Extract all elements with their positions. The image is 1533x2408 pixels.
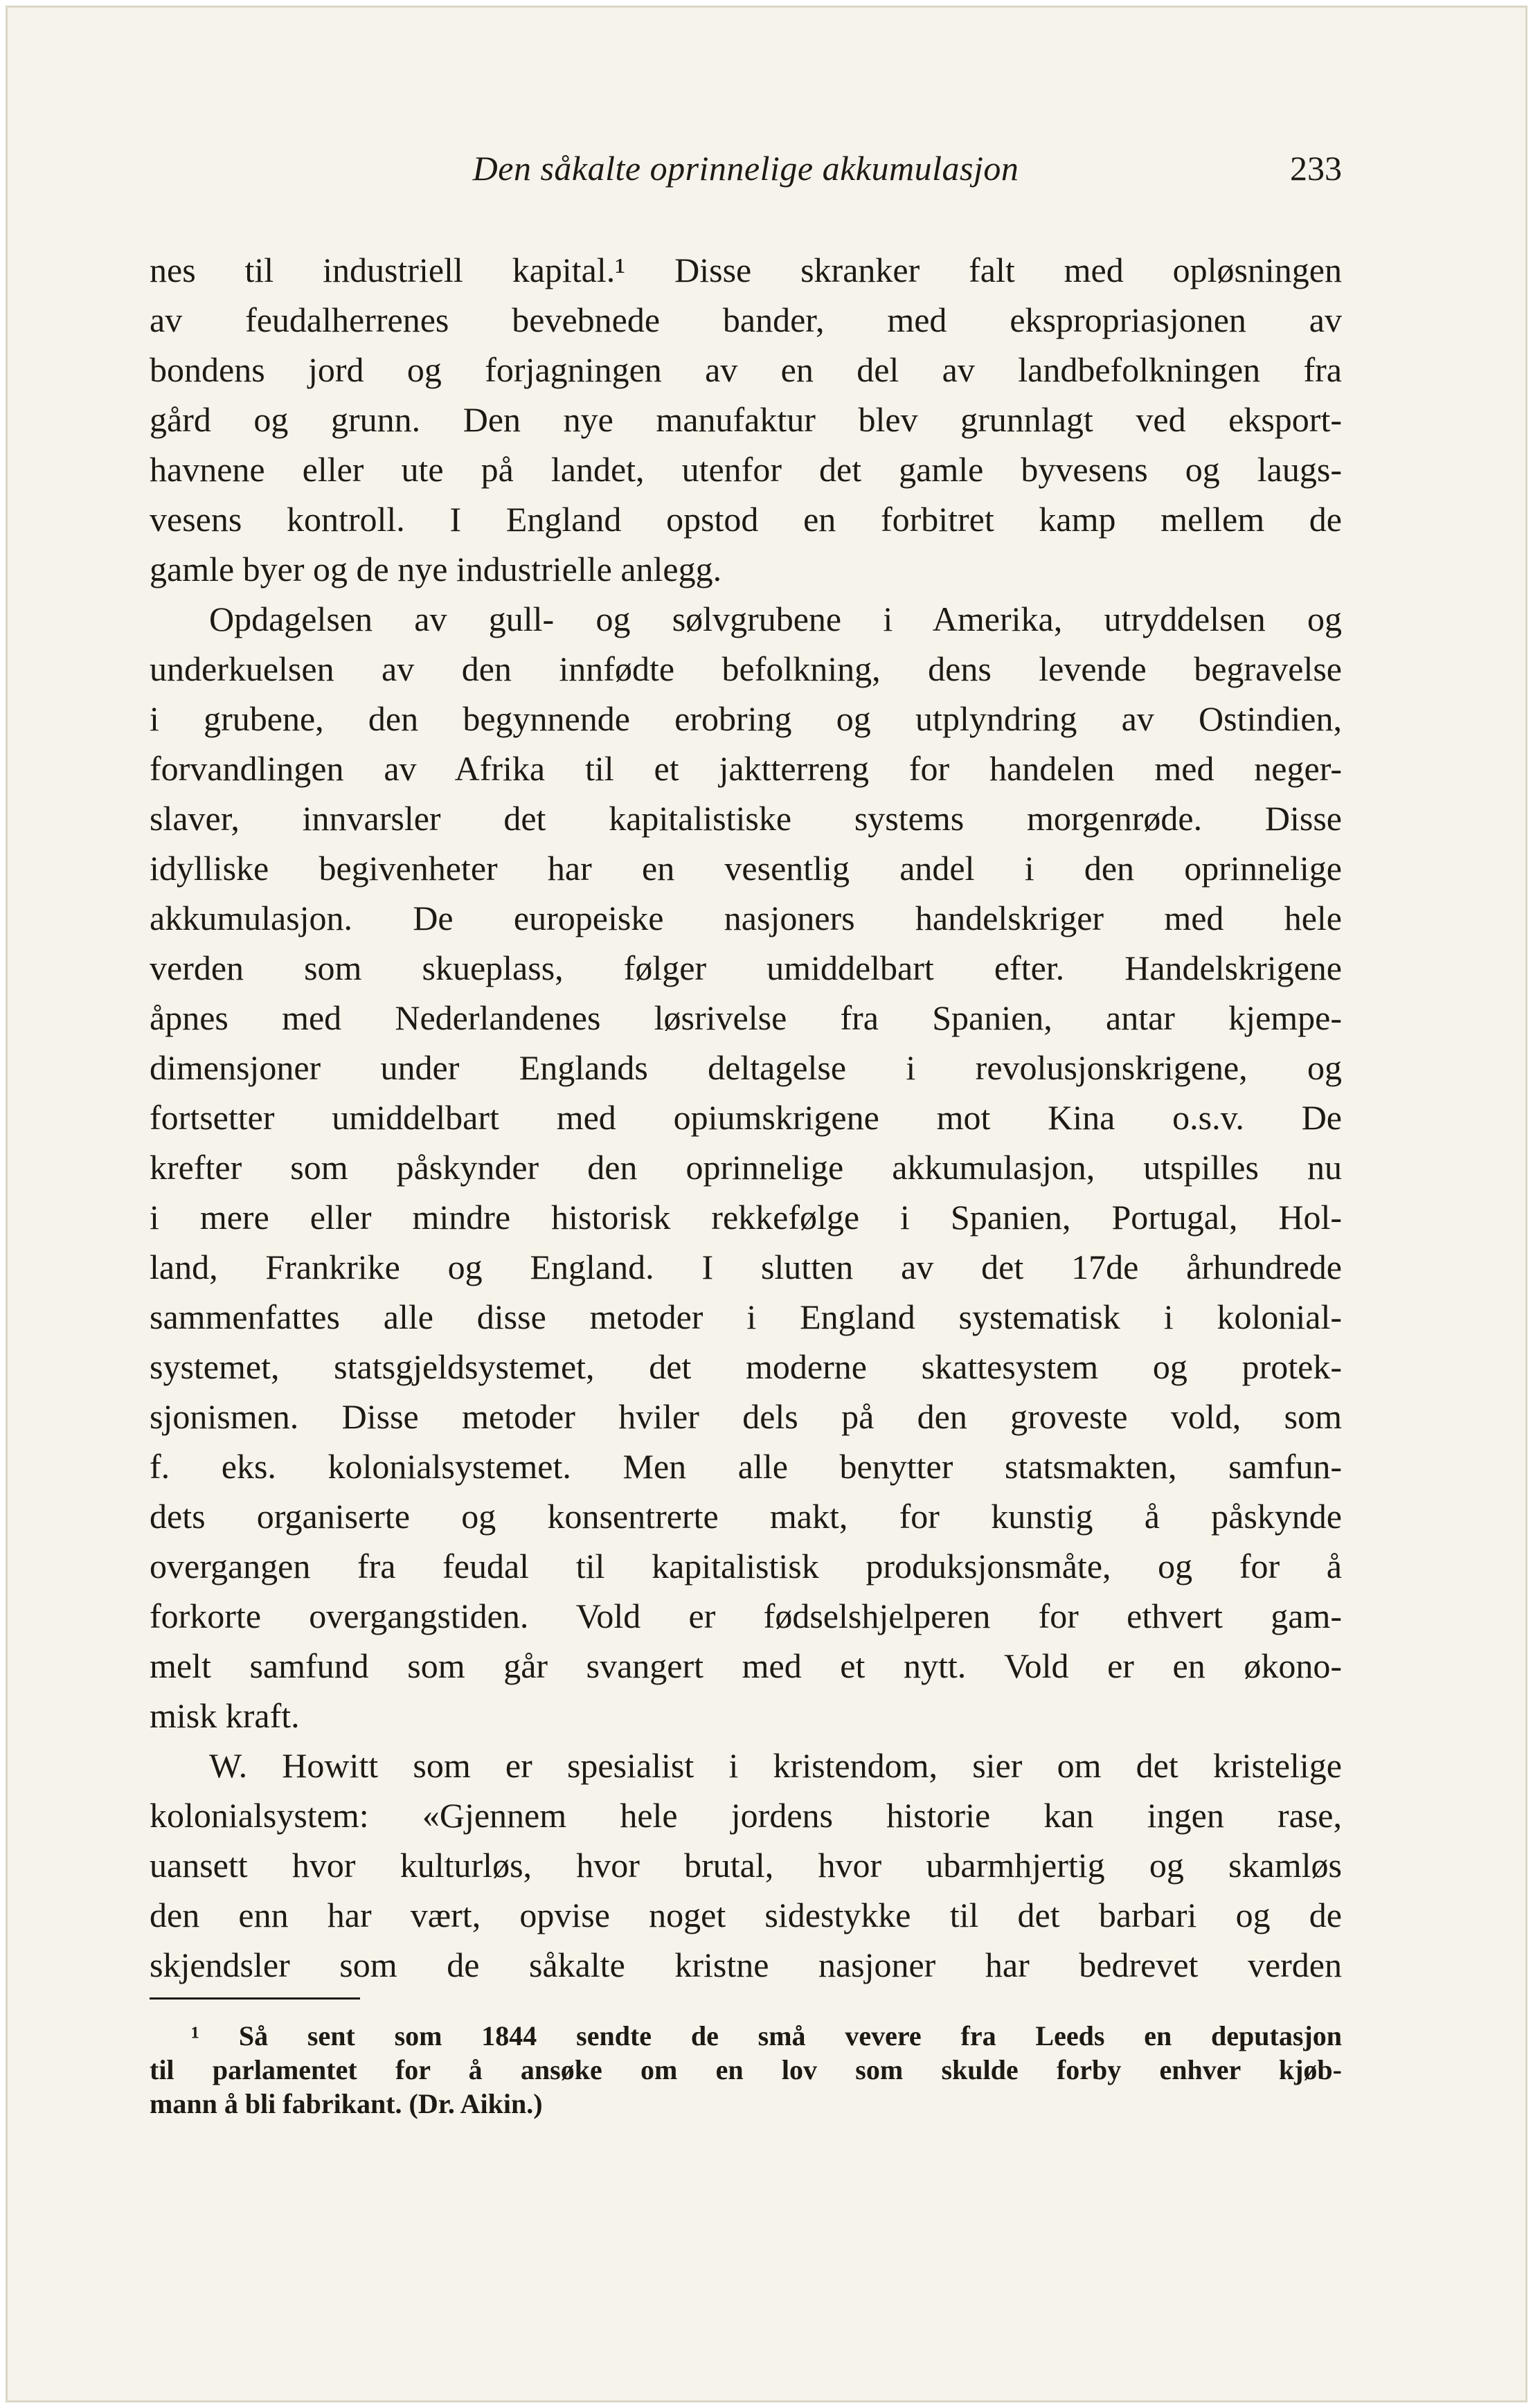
text-line: verden som skueplass, følger umiddelbart efter. Handelskrigene xyxy=(150,949,1342,987)
text-line: havnene eller ute på landet, utenfor det gamle byvesens og laugs- xyxy=(150,450,1342,489)
text-line: sjonismen. Disse metoder hviler dels på den groveste vold, som xyxy=(150,1397,1342,1436)
running-title: Den såkalte oprinnelige akkumulasjon xyxy=(472,149,1019,188)
text-line: sammenfattes alle disse metoder i England systematisk i kolonial- xyxy=(150,1297,1342,1336)
text-line: nes til industriell kapital.¹ Disse skranker falt med opløsningen xyxy=(150,251,1342,289)
footnote-line: ¹ Så sent som 1844 sendte de små vevere fra Leeds en deputasjon xyxy=(191,2020,1342,2051)
page-number: 233 xyxy=(1290,149,1342,188)
text-line: dimensjoner under Englands deltagelse i revolusjonskrigene, og xyxy=(150,1048,1342,1087)
footnote-line: til parlamentet for å ansøke om en lov som skulde forby enhver kjøb- xyxy=(150,2054,1342,2085)
text-line: slaver, innvarsler det kapitalistiske systems morgenrøde. Disse xyxy=(150,799,1342,838)
text-line: misk kraft. xyxy=(150,1696,300,1735)
text-line: gård og grunn. Den nye manufaktur blev grunnlagt ved eksport- xyxy=(150,400,1342,439)
text-line: krefter som påskynder den oprinnelige akkumulasjon, utspilles nu xyxy=(150,1148,1342,1187)
text-line: gamle byer og de nye industrielle anlegg. xyxy=(150,550,722,588)
text-line: i mere eller mindre historisk rekkefølge i Spanien, Portugal, Hol- xyxy=(150,1198,1342,1237)
text-line: uansett hvor kulturløs, hvor brutal, hvor ubarmhjertig og skamløs xyxy=(150,1846,1342,1885)
text-line: akkumulasjon. De europeiske nasjoners handelskriger med hele xyxy=(150,899,1342,937)
text-line: i grubene, den begynnende erobring og utplyndring av Ostindien, xyxy=(150,699,1342,738)
text-line: dets organiserte og konsentrerte makt, for kunstig å påskynde xyxy=(150,1497,1342,1536)
text-line: W. Howitt som er spesialist i kristendom, sier om det kristelige xyxy=(209,1746,1342,1785)
text-line: idylliske begivenheter har en vesentlig andel i den oprinnelige xyxy=(150,849,1342,888)
footnote-rule xyxy=(150,1997,360,2000)
text-line: fortsetter umiddelbart med opiumskrigene mot Kina o.s.v. De xyxy=(150,1098,1342,1137)
text-line: forvandlingen av Afrika til et jaktterreng for handelen med neger- xyxy=(150,749,1342,788)
text-line: kolonialsystem: «Gjennem hele jordens historie kan ingen rase, xyxy=(150,1796,1342,1835)
text-line: underkuelsen av den innfødte befolkning, dens levende begravelse xyxy=(150,649,1342,688)
text-line: skjendsler som de såkalte kristne nasjoner har bedrevet verden xyxy=(150,1946,1342,1984)
body-text xyxy=(150,245,1342,1990)
text-line: den enn har vært, opvise noget sidestykke til det barbari og de xyxy=(150,1896,1342,1934)
text-line: melt samfund som går svangert med et nytt. Vold er en økono- xyxy=(150,1646,1342,1685)
text-line: bondens jord og forjagningen av en del av landbefolkningen fra xyxy=(150,350,1342,389)
text-line: forkorte overgangstiden. Vold er fødselshjelperen for ethvert gam- xyxy=(150,1597,1342,1635)
text-line: overgangen fra feudal til kapitalistisk produksjonsmåte, og for å xyxy=(150,1547,1342,1585)
footnote xyxy=(150,2019,1342,2121)
text-line: f. eks. kolonialsystemet. Men alle benytter statsmakten, samfun- xyxy=(150,1447,1342,1486)
footnote-line: mann å bli fabrikant. (Dr. Aikin.) xyxy=(150,2088,543,2119)
text-line: vesens kontroll. I England opstod en forbitret kamp mellem de xyxy=(150,500,1342,539)
text-line: systemet, statsgjeldsystemet, det moderne skattesystem og protek- xyxy=(150,1347,1342,1386)
running-head xyxy=(150,148,1342,204)
text-line: Opdagelsen av gull- og sølvgrubene i Amerika, utryddelsen og xyxy=(209,600,1342,638)
text-line: av feudalherrenes bevebnede bander, med ekspropriasjonen av xyxy=(150,300,1342,339)
text-line: åpnes med Nederlandenes løsrivelse fra Spanien, antar kjempe- xyxy=(150,998,1342,1037)
text-line: land, Frankrike og England. I slutten av det 17de århundrede xyxy=(150,1248,1342,1286)
